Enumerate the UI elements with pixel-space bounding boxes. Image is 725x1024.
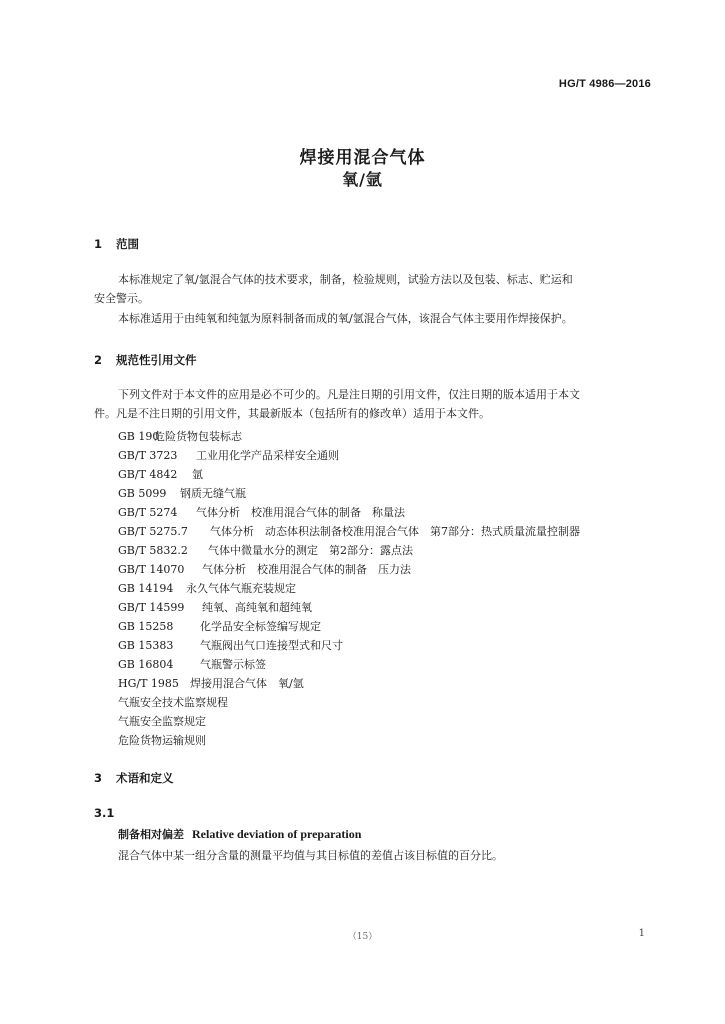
section-1-paragraph-1 — [94, 270, 654, 308]
reference-title: 永久气体气瓶充装规定 — [186, 582, 296, 595]
section-title: 术语和定义 — [116, 771, 174, 785]
reference-code: GB 190 — [118, 430, 160, 443]
text: 本标准规定了氧/氩混合气体的技术要求，制备，检验规则，试验方法以及包装、标志、贮运和 — [118, 273, 573, 286]
reference-code: GB 16804 — [118, 658, 174, 671]
reference-code: GB/T 14070 — [118, 563, 185, 576]
reference-item — [118, 693, 580, 712]
normative-reference-list — [118, 427, 580, 750]
reference-code: GB/T 3723 — [118, 449, 178, 462]
reference-title: 气体分析 校准用混合气体的制备 称量法 — [196, 506, 405, 519]
reference-item — [118, 465, 580, 484]
reference-item — [118, 541, 580, 560]
reference-code: GB 14194 — [118, 582, 174, 595]
reference-title: 气瓶安全技术监察规程 — [118, 696, 228, 709]
reference-item — [118, 731, 580, 750]
document-subtitle: 氧/氩 — [342, 170, 383, 189]
section-title: 范围 — [116, 237, 139, 251]
paragraph-line — [94, 270, 654, 289]
reference-title: 钢质无缝气瓶 — [180, 487, 246, 500]
reference-title: 气体分析 动态体积法制备校准用混合气体 第7部分：热式质量流量控制器 — [210, 525, 580, 538]
reference-code: GB/T 5832.2 — [118, 544, 188, 557]
section-title: 规范性引用文件 — [116, 353, 197, 367]
paragraph-line: 件。凡是不注日期的引用文件，其最新版本（包括所有的修改单）适用于本文件。 — [94, 407, 490, 420]
reference-item — [118, 655, 580, 674]
reference-title: 危险货物包装标志 — [154, 430, 242, 443]
reference-title: 危险货物运输规则 — [118, 734, 206, 747]
reference-item — [118, 598, 580, 617]
term-chinese: 制备相对偏差 — [118, 828, 184, 841]
section-number: 1 — [94, 237, 103, 251]
section-number: 3 — [94, 771, 103, 785]
document-title: 焊接用混合气体 — [299, 148, 426, 168]
section-1-heading — [94, 236, 139, 252]
section-1-paragraph-2 — [94, 309, 654, 328]
reference-title: 纯氧、高纯氧和超纯氧 — [202, 601, 312, 614]
reference-title: 气瓶警示标签 — [200, 658, 266, 671]
reference-item — [118, 503, 580, 522]
reference-code: GB/T 14599 — [118, 601, 185, 614]
reference-code: GB/T 5274 — [118, 506, 178, 519]
section-2-intro — [94, 385, 654, 423]
reference-item — [118, 484, 580, 503]
reference-item — [118, 617, 580, 636]
reference-item — [118, 712, 580, 731]
section-3-heading — [94, 770, 174, 786]
section-2-heading — [94, 352, 197, 368]
reference-title: 工业用化学产品采样安全通则 — [196, 449, 339, 462]
subsection-number: 3.1 — [94, 806, 115, 820]
reference-title: 气体分析 校准用混合气体的制备 压力法 — [202, 563, 411, 576]
reference-title: 气瓶安全监察规定 — [118, 715, 206, 728]
term-english: Relative deviation of preparation — [192, 827, 362, 841]
reference-code: GB 5099 — [118, 487, 167, 500]
reference-title: 气体中微量水分的测定 第2部分：露点法 — [208, 544, 413, 557]
reference-item — [118, 579, 580, 598]
reference-item — [118, 560, 580, 579]
reference-title: 化学品安全标签编写规定 — [200, 620, 321, 633]
reference-code: GB 15258 — [118, 620, 174, 633]
reference-title: 焊接用混合气体 氧/氩 — [190, 677, 304, 690]
reference-item — [118, 674, 580, 693]
reference-code: HG/T 1985 — [118, 677, 179, 690]
reference-code: GB/T 5275.7 — [118, 525, 188, 538]
footer-center-mark: （15） — [347, 932, 378, 942]
reference-item — [118, 522, 580, 541]
reference-item — [118, 427, 580, 446]
reference-code: GB 15383 — [118, 639, 174, 652]
reference-title: 气瓶阀出气口连接型式和尺寸 — [200, 639, 343, 652]
reference-title: 氩 — [192, 468, 203, 481]
reference-item — [118, 446, 580, 465]
text: 本标准适用于由纯氧和纯氩为原料制备而成的氧/氩混合气体，该混合气体主要用作焊接保护。 — [118, 312, 573, 325]
paragraph-line: 安全警示。 — [94, 292, 149, 305]
reference-item — [118, 636, 580, 655]
reference-code: GB/T 4842 — [118, 468, 178, 481]
standard-number: HG/T 4986—2016 — [558, 78, 651, 90]
section-number: 2 — [94, 353, 103, 367]
paragraph-line — [94, 385, 654, 404]
text: 下列文件对于本文件的应用是必不可少的。凡是注日期的引用文件，仅注日期的版本适用于本文 — [118, 388, 580, 401]
page-number: 1 — [638, 928, 645, 939]
defined-term — [118, 826, 361, 842]
term-definition: 混合气体中某一组分含量的测量平均值与其目标值的差值占该目标值的百分比。 — [118, 849, 503, 862]
